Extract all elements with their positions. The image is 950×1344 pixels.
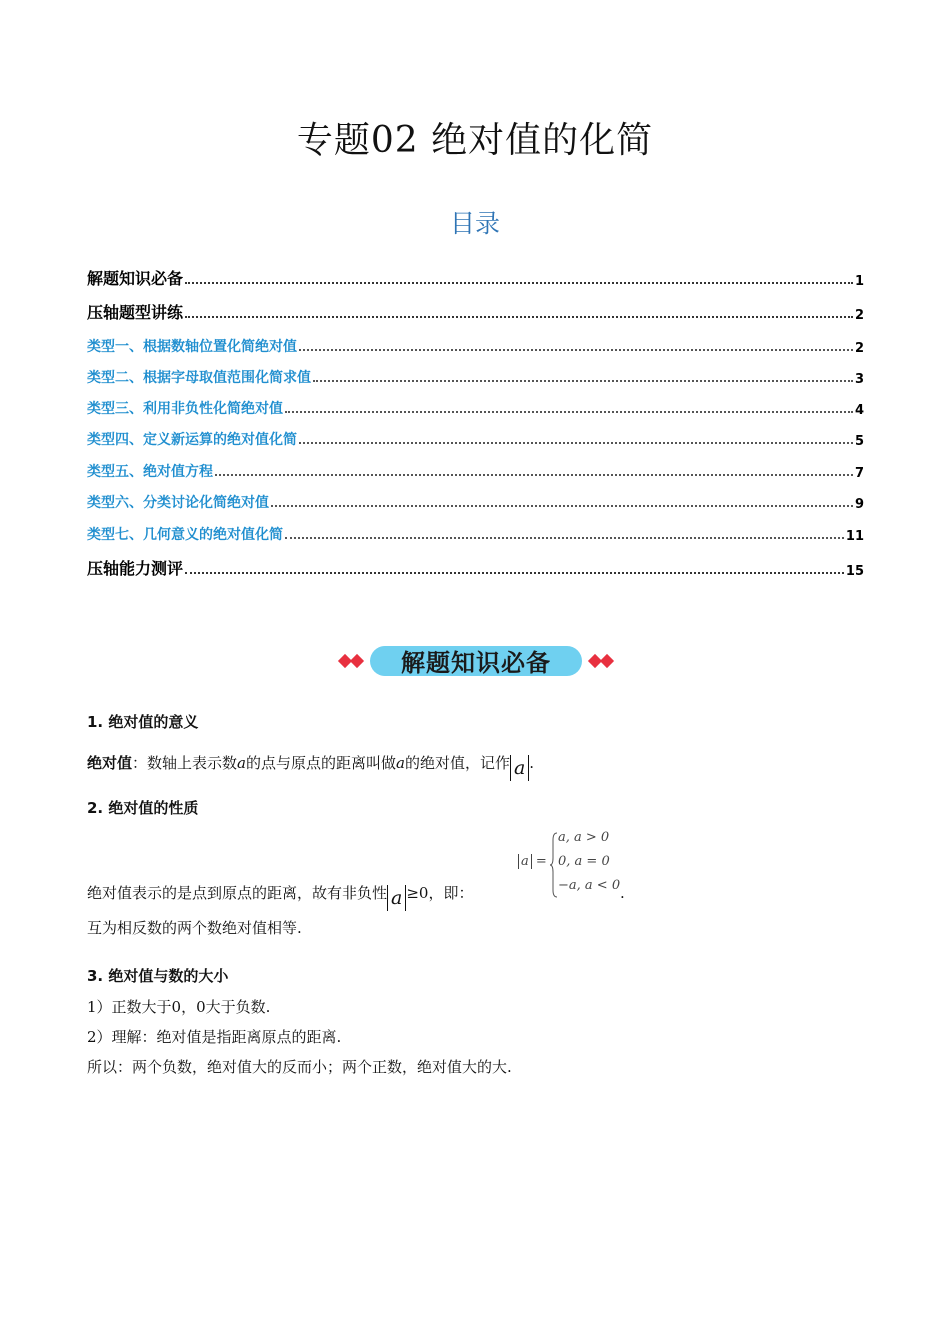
formula-case: −a, a < 0 (558, 878, 621, 893)
toc-entry[interactable] (87, 300, 864, 323)
toc-entry[interactable] (87, 398, 864, 418)
toc-entry-page: 7 (854, 466, 864, 481)
toc-entry[interactable] (87, 524, 864, 544)
toc-leader (271, 505, 853, 507)
text: . (529, 754, 535, 772)
text: 的点与原点的距离叫做 (245, 754, 396, 772)
section-banner (334, 640, 618, 682)
formula-lhs: a = (518, 854, 547, 869)
section-heading: 1. 绝对值的意义 (87, 713, 199, 731)
toc-entry-page: 2 (854, 341, 864, 356)
toc-entry-page: 3 (854, 372, 864, 387)
toc-entry-page: 4 (854, 403, 864, 418)
abs-notation: a (387, 885, 406, 911)
toc-entry-label: 类型五、绝对值方程 (87, 464, 213, 480)
abs-definition (87, 752, 534, 781)
text: 的绝对值，记作 (404, 754, 510, 772)
term: 绝对值 (87, 754, 133, 772)
paragraph: 2）理解：绝对值是指距离原点的距离. (87, 1028, 342, 1046)
abs-notation: a (510, 755, 529, 781)
toc-entry-label: 类型四、定义新运算的绝对值化简 (87, 432, 297, 448)
brace-icon (550, 832, 558, 902)
piecewise-formula (518, 830, 623, 900)
toc-entry-page: 1 (854, 274, 864, 289)
diamond-icon (350, 654, 364, 668)
toc-entry-label: 类型七、几何意义的绝对值化简 (87, 527, 283, 543)
toc-entry-label: 类型二、根据字母取值范围化简求值 (87, 370, 311, 386)
toc-entry[interactable] (87, 429, 864, 449)
toc-entry[interactable] (87, 556, 864, 579)
toc-leader (215, 474, 853, 476)
toc-entry-label: 类型六、分类讨论化简绝对值 (87, 495, 269, 511)
text: 绝对值表示的是点到原点的距离，故有非负性 (87, 884, 388, 902)
paragraph: 所以：两个负数，绝对值大的反而小；两个正数，绝对值大的大. (87, 1058, 512, 1076)
formula-case: a, a > 0 (558, 830, 610, 845)
page-title: 专题02 绝对值的化简 (296, 120, 654, 161)
section-heading: 3. 绝对值与数的大小 (87, 967, 229, 985)
abs-property (87, 882, 473, 911)
toc-entry-label: 类型一、根据数轴位置化简绝对值 (87, 339, 297, 355)
toc-leader (313, 380, 853, 382)
toc-leader (185, 282, 853, 284)
toc-entry-page: 5 (854, 434, 864, 449)
toc-leader (185, 572, 844, 574)
toc-entry-label: 压轴题型讲练 (87, 303, 184, 322)
toc-entry[interactable] (87, 266, 864, 289)
banner-label: 解题知识必备 (401, 649, 551, 677)
toc-entry-page: 11 (845, 529, 864, 544)
toc-heading: 目录 (449, 209, 500, 238)
toc-entry[interactable] (87, 336, 864, 356)
toc-entry[interactable] (87, 492, 864, 512)
toc-entry-page: 15 (845, 564, 864, 579)
variable: a (237, 754, 246, 772)
toc-entry-label: 类型三、利用非负性化简绝对值 (87, 401, 283, 417)
toc-entry[interactable] (87, 461, 864, 481)
paragraph: 1）正数大于0，0大于负数. (87, 998, 271, 1016)
toc-leader (299, 349, 853, 351)
diamond-icon (600, 654, 614, 668)
text: ≥0，即： (406, 884, 474, 902)
section-heading: 2. 绝对值的性质 (87, 799, 199, 817)
toc-entry[interactable] (87, 367, 864, 387)
text: ：数轴上表示数 (132, 754, 238, 772)
toc-entry-label: 解题知识必备 (87, 269, 184, 288)
variable: a (396, 754, 405, 772)
toc-entry-page: 9 (854, 497, 864, 512)
formula-case: 0, a = 0 (558, 854, 610, 869)
toc-leader (185, 316, 853, 318)
paragraph: 互为相反数的两个数绝对值相等. (87, 919, 302, 937)
toc-entry-page: 2 (854, 308, 864, 323)
toc-leader (299, 442, 853, 444)
toc-entry-label: 压轴能力测评 (87, 559, 184, 578)
toc-leader (285, 411, 853, 413)
formula-period: . (620, 884, 625, 902)
toc-leader (285, 537, 844, 539)
